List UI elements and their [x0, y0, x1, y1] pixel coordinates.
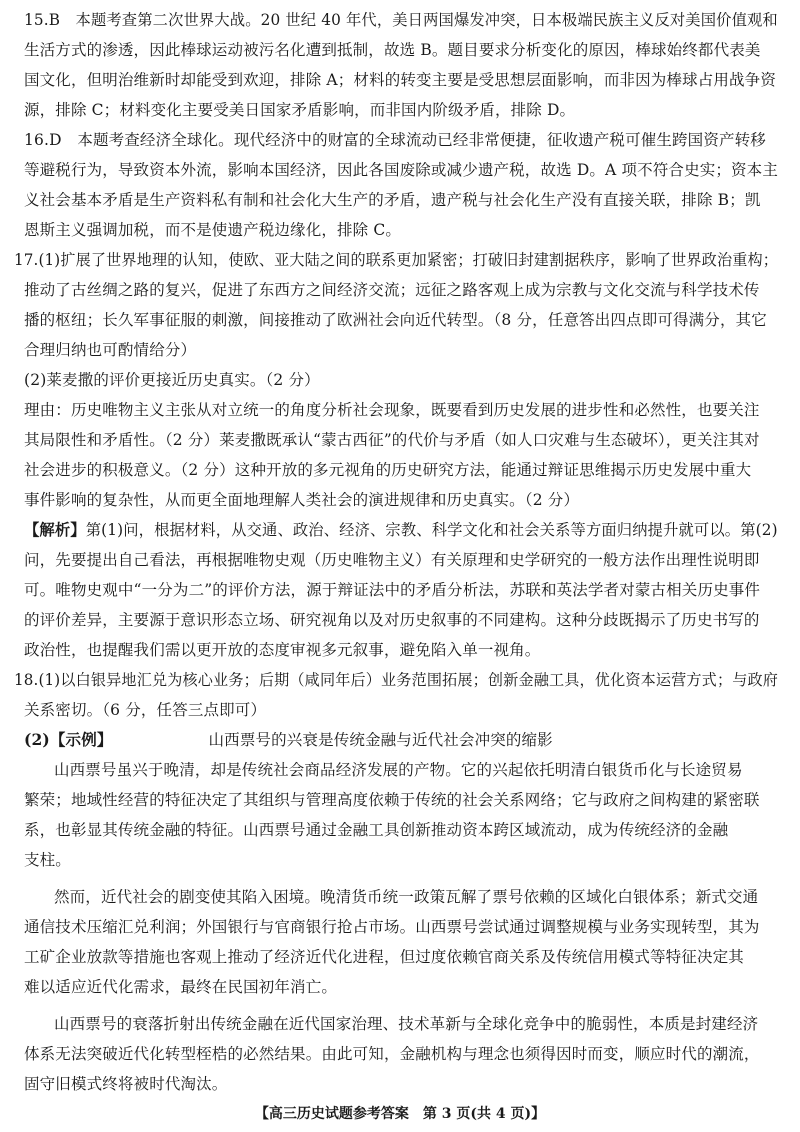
q16-line-1: 16.D 本题考查经济全球化。现代经济中的财富的全球流动已经非常便捷，征收遗产税可催生跨国资产转移 — [24, 131, 766, 149]
essay-para1-line-4: 支柱。 — [24, 851, 71, 869]
example-label: (2)【示例】 — [24, 730, 113, 749]
q17-part1-line-3: 播的枢纽；长久军事征服的刺激，间接推动了欧洲社会向近代转型。（8 分，任意答出四点即可得满分，其它 — [24, 311, 767, 329]
q17-part2-line-4: 社会进步的积极意义。（2 分）这种开放的多元视角的历史研究方法，能通过辩证思维揭示历史发展中重大 — [24, 461, 752, 479]
q18-part1-line-1: 18.(1)以白银异地汇兑为核心业务；后期（咸同年后）业务范围拓展；创新金融工具，优化资本运营方式；与政府 — [14, 671, 779, 689]
q17-analysis-line-3: 可。唯物史观中“一分为二”的评价方法，源于辩证法中的矛盾分析法，苏联和英法学者对蒙古相关历史事件 — [24, 581, 761, 599]
q17-part2-line-3: 其局限性和矛盾性。（2 分）莱麦撒既承认“蒙古西征”的代价与矛盾（如人口灾难与生态破坏），更关注其对 — [24, 431, 760, 449]
q15-line-3: 国文化，但明治维新时却能受到欢迎，排除 A；材料的转变主要是受思想层面影响，而非因为棒球占用战争资 — [24, 71, 776, 89]
essay-para3-line-3: 固守旧模式终将被时代淘汰。 — [24, 1075, 228, 1093]
essay-para2-line-4: 难以适应近代化需求，最终在民国初年消亡。 — [24, 978, 338, 996]
q17-part2-line-1: (2)莱麦撒的评价更接近历史真实。（2 分） — [24, 371, 320, 389]
essay-para1-line-3: 系，也彰显其传统金融的特征。山西票号通过金融工具创新推动资本跨区域流动，成为传统经济的金融 — [24, 821, 729, 839]
q15-line-2: 生活方式的渗透，因此棒球运动被污名化遭到抵制，故选 B。题目要求分析变化的原因，棒球始终都代表美 — [24, 41, 761, 59]
q16-line-3: 义社会基本矛盾是生产资料私有制和社会化大生产的矛盾，遗产税与社会化生产没有直接关联，排除 B；凯 — [24, 191, 761, 209]
q17-analysis-line-5: 政治性，也提醒我们需以更开放的态度审视多元叙事，避免陷入单一视角。 — [24, 641, 541, 659]
essay-para3-line-1: 山西票号的衰落折射出传统金融在近代国家治理、技术革新与全球化竞争中的脆弱性，本质是封建经济 — [54, 1015, 759, 1033]
q16-line-2: 等避税行为，导致资本外流，影响本国经济，因此各国废除或减少遗产税，故选 D。A 项不符合史实；资本主 — [24, 161, 778, 179]
analysis-label: 【解析】 — [24, 520, 86, 539]
q17-analysis-line-1 — [24, 519, 778, 541]
essay-para2-line-1: 然而，近代社会的剧变使其陷入困境。晚清货币统一政策瓦解了票号依赖的区域化白银体系；新式交通 — [54, 888, 759, 906]
q17-part1-line-2: 推动了古丝绸之路的复兴，促进了东西方之间经济交流；远征之路客观上成为宗教与文化交流与科学技术传 — [24, 281, 760, 299]
q18-example-heading — [24, 729, 553, 751]
q17-analysis-line-4: 的评价差异，主要源于意识形态立场、研究视角以及对历史叙事的不同建构。这种分歧既揭示了历史书写的 — [24, 611, 760, 629]
essay-para1-line-2: 繁荣；地域性经营的特征决定了其组织与管理高度依赖于传统的社会关系网络；它与政府之间构建的紧密联 — [24, 791, 760, 809]
essay-para3-line-2: 体系无法突破近代化转型桎梏的必然结果。由此可知，金融机构与理念也须得因时而变，顺应时代的潮流， — [24, 1045, 760, 1063]
q17-part2-line-2: 理由：历史唯物主义主张从对立统一的角度分析社会现象，既要看到历史发展的进步性和必然性，也要关注 — [24, 401, 760, 419]
q17-part1-line-4: 合理归纳也可酌情给分） — [24, 341, 197, 359]
essay-para2-line-2: 通信技术压缩汇兑利润；外国银行与官商银行抢占市场。山西票号尝试通过调整规模与业务实现转型，其为 — [24, 918, 760, 936]
page-footer: 【高三历史试题参考答案 第 3 页(共 4 页)】 — [254, 1106, 546, 1122]
q17-part2-line-5: 事件影响的复杂性，从而更全面地理解人类社会的演进规律和历史真实。（2 分） — [24, 491, 580, 509]
essay-para1-line-1: 山西票号虽兴于晚清，却是传统社会商品经济发展的产物。它的兴起依托明清白银货币化与长途贸易 — [54, 761, 743, 779]
q15-line-1: 15.B 本题考查第二次世界大战。20 世纪 40 年代，美日两国爆发冲突，日本极端民族主义反对美国价值观和 — [24, 11, 778, 29]
analysis-text: 第(1)问，根据材料，从交通、政治、经济、宗教、科学文化和社会关系等方面归纳提升就可以。第(2) — [85, 521, 778, 539]
q18-part1-line-2: 关系密切。（6 分，任答三点即可） — [24, 701, 267, 719]
q15-line-4: 源，排除 C；材料变化主要受美日国家矛盾影响，而非国内阶级矛盾，排除 D。 — [24, 101, 576, 119]
essay-title: 山西票号的兴衰是传统金融与近代社会冲突的缩影 — [208, 731, 553, 749]
q17-part1-line-1: 17.(1)扩展了世界地理的认知，使欧、亚大陆之间的联系更加紧密；打破旧封建割据秩序，影响了世界政治重构； — [14, 251, 779, 269]
essay-para2-line-3: 工矿企业放款等措施也客观上推动了经济近代化进程，但过度依赖官商关系及传统信用模式等特征决定其 — [24, 948, 744, 966]
q16-line-4: 恩斯主义强调加税，而不是使遗产税边缘化，排除 C。 — [24, 221, 402, 239]
q17-analysis-line-2: 问，先要提出自己看法，再根据唯物史观（历史唯物主义）有关原理和史学研究的一般方法作出理性说明即 — [24, 551, 760, 569]
